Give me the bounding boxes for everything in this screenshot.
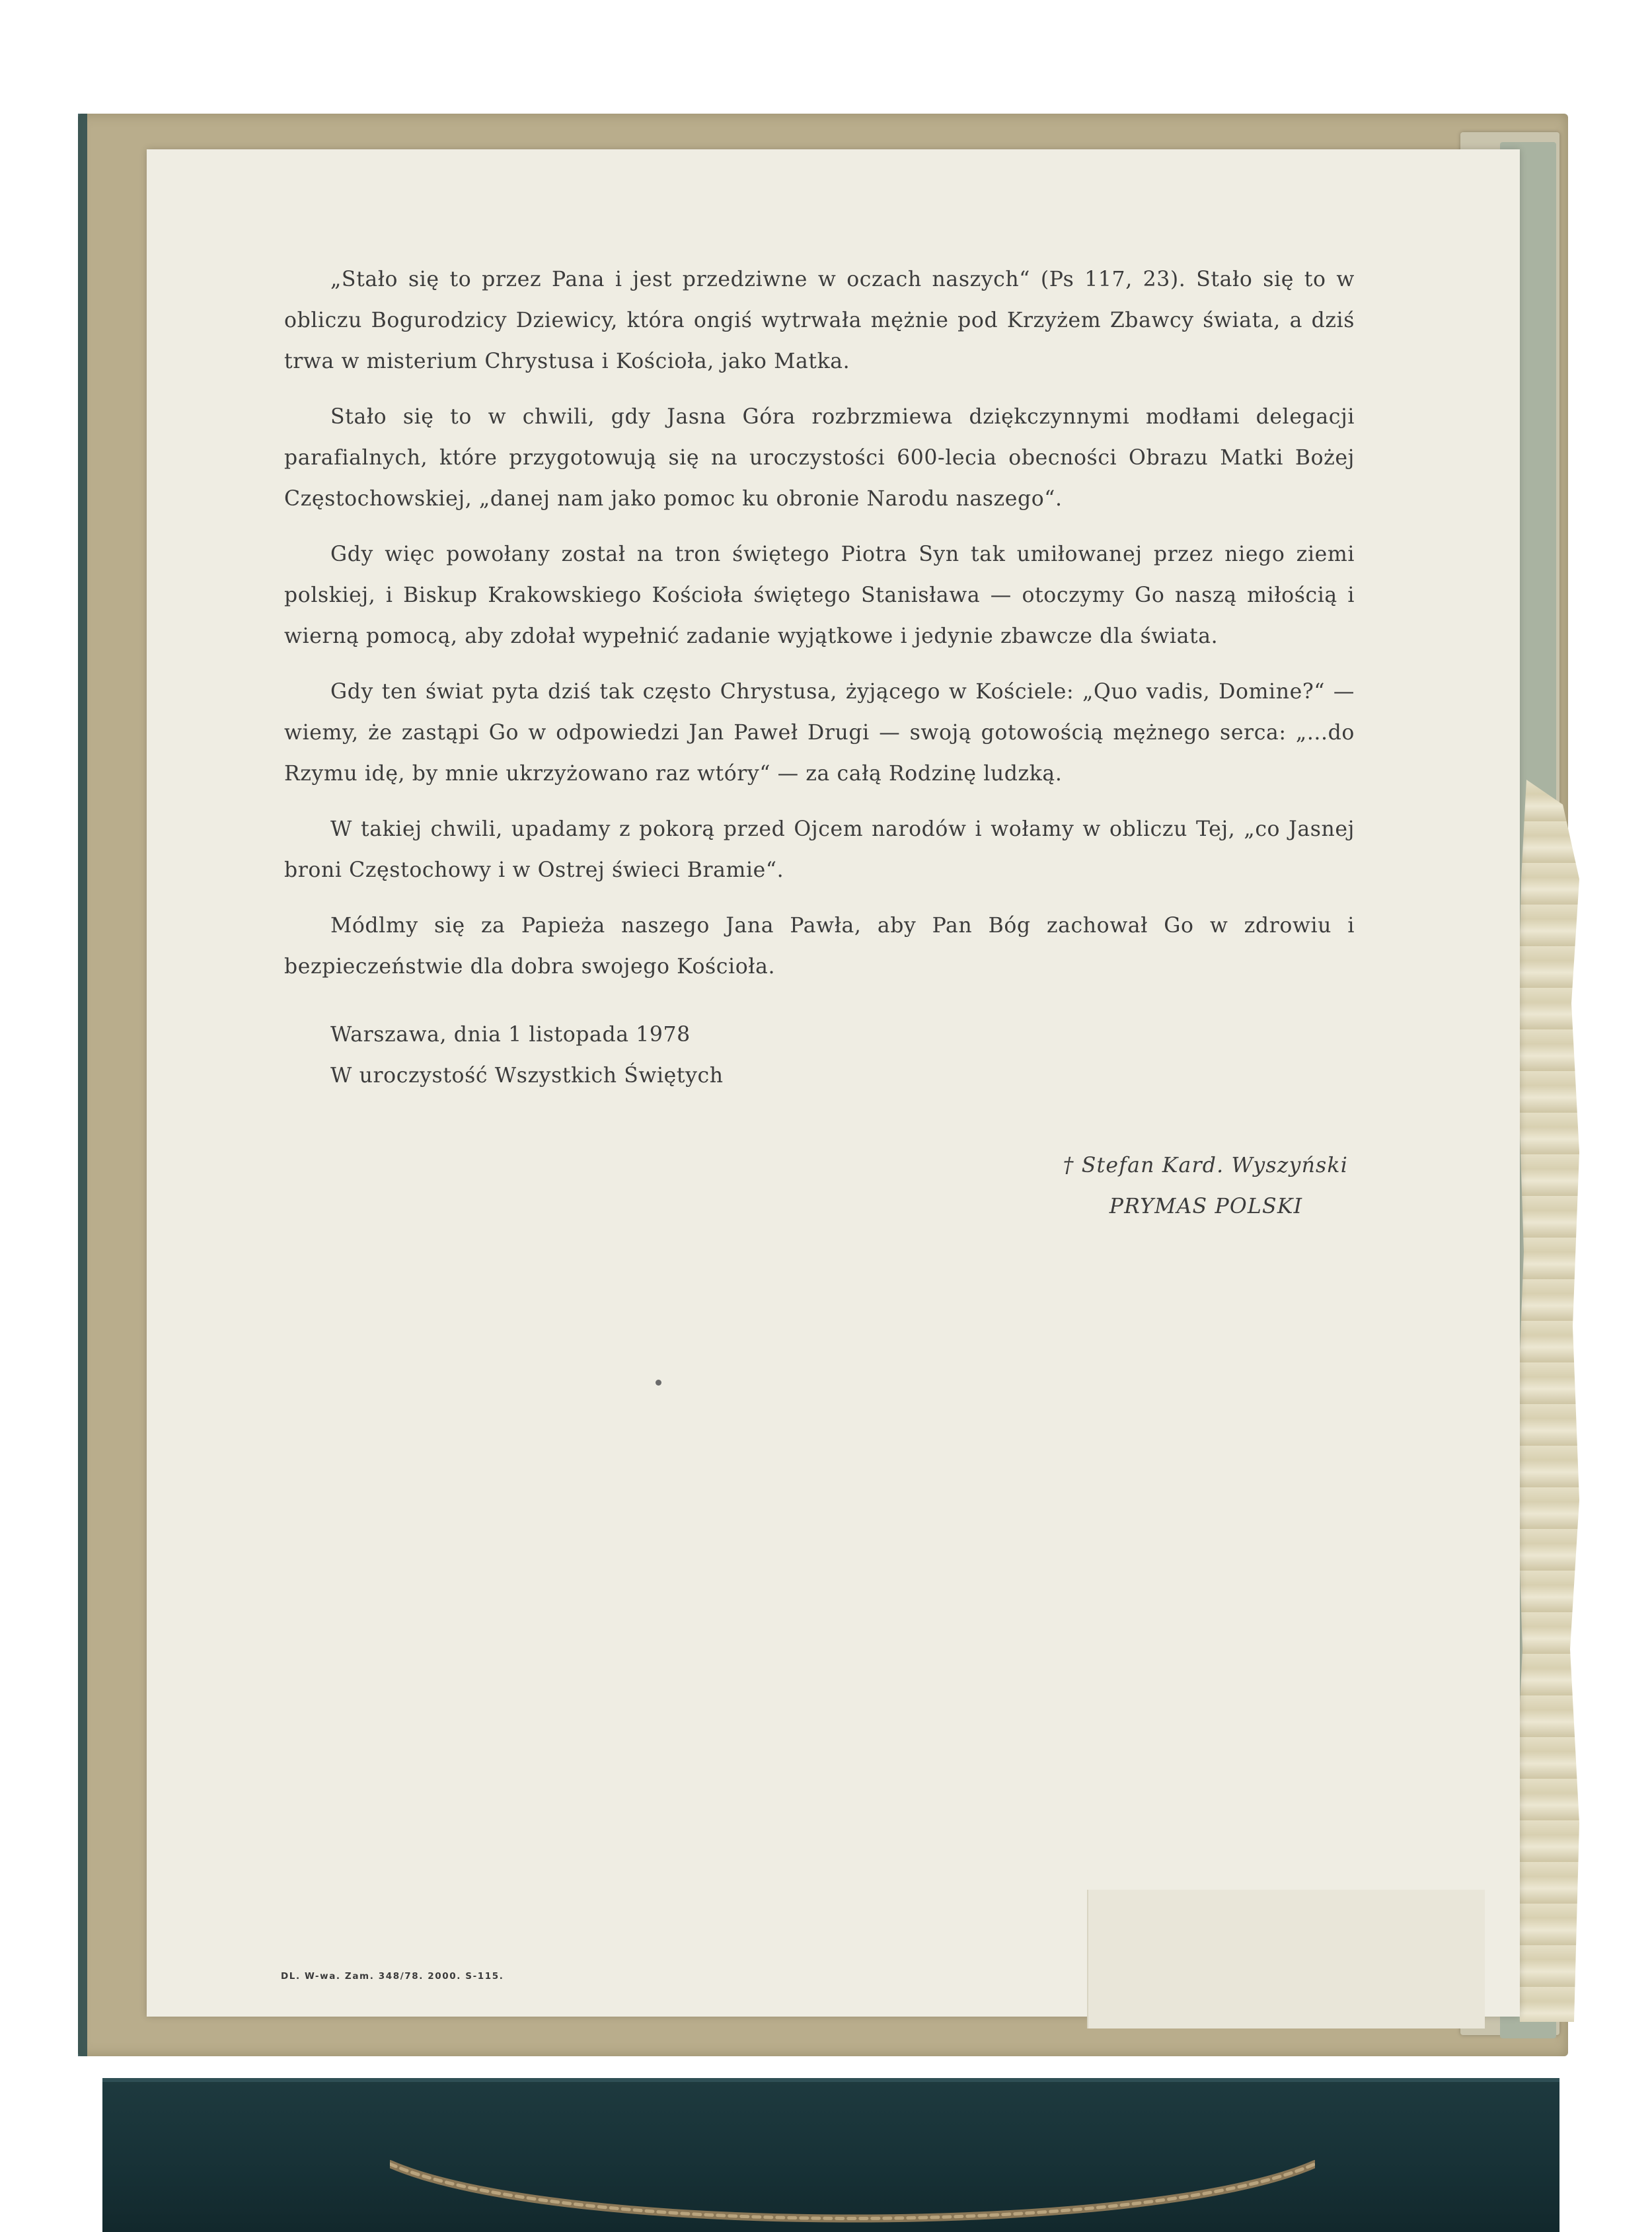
- paper-fold-corner: [1087, 1890, 1485, 2028]
- binding-cord: [390, 2151, 1315, 2230]
- paragraph: Stało się to w chwili, gdy Jasna Góra rozbrzmiewa dziękczynnymi modłami delegacji parafialnych, które przygotowują się na uroczystości 600-lecia obecności Obrazu Matki Bożej Częstochowskiej, „danej nam jako pomoc ku obronie Narodu naszego“.: [284, 405, 1355, 511]
- signature-block: [1037, 1145, 1348, 1227]
- occasion-text: W uroczystość Wszystkich Świętych: [330, 1064, 724, 1088]
- ink-speck: [656, 1380, 661, 1386]
- dateline: [330, 1014, 724, 1096]
- signature-name: † Stefan Kard. Wyszyński: [1063, 1154, 1348, 1177]
- signature-title: PRYMAS POLSKI: [1109, 1195, 1303, 1218]
- paragraph: Gdy więc powołany został na tron świętego Piotra Syn tak umiłowanej przez niego ziemi polskiej, i Biskup Krakowskiego Kościoła świętego Stanisława — otoczymy Go naszą miłością i wierną pomocą, aby zdołał wypełnić zadanie wyjątkowe i jedynie zbawcze dla świata.: [284, 542, 1355, 648]
- place-date-text: Warszawa, dnia 1 listopada 1978: [330, 1023, 691, 1047]
- paragraph: W takiej chwili, upadamy z pokorą przed Ojcem narodów i wołamy w obliczu Tej, „co Jasnej broni Częstochowy i w Ostrej świeci Bramie“.: [284, 817, 1355, 882]
- printer-imprint: DL. W-wa. Zam. 348/78. 2000. S-115.: [281, 1971, 504, 1982]
- folder-edge: [78, 114, 87, 2056]
- letter-body: [284, 259, 1355, 1002]
- binder-seam: [102, 2078, 1559, 2082]
- torn-paper-edge: [1513, 780, 1579, 2022]
- paragraph: Gdy ten świat pyta dziś tak często Chrystusa, żyjącego w Kościele: „Quo vadis, Domine?“ — wiemy, że zastąpi Go w odpowiedzi Jan Paweł Drugi — swoją gotowością mężnego serca: „...do Rzymu idę, by mnie ukrzyżowano raz wtóry“ — za całą Rodzinę ludzką.: [284, 680, 1355, 786]
- paragraph: Módlmy się za Papieża naszego Jana Pawła, aby Pan Bóg zachował Go w zdrowiu i bezpieczeństwie dla dobra swojego Kościoła.: [284, 914, 1355, 979]
- paragraph: „Stało się to przez Pana i jest przedziwne w oczach naszych“ (Ps 117, 23). Stało się to w obliczu Bogurodzicy Dziewicy, która ongiś wytrwała mężnie pod Krzyżem Zbawcy świata, a dziś trwa w misterium Chrystusa i Kościoła, jako Matka.: [284, 268, 1355, 373]
